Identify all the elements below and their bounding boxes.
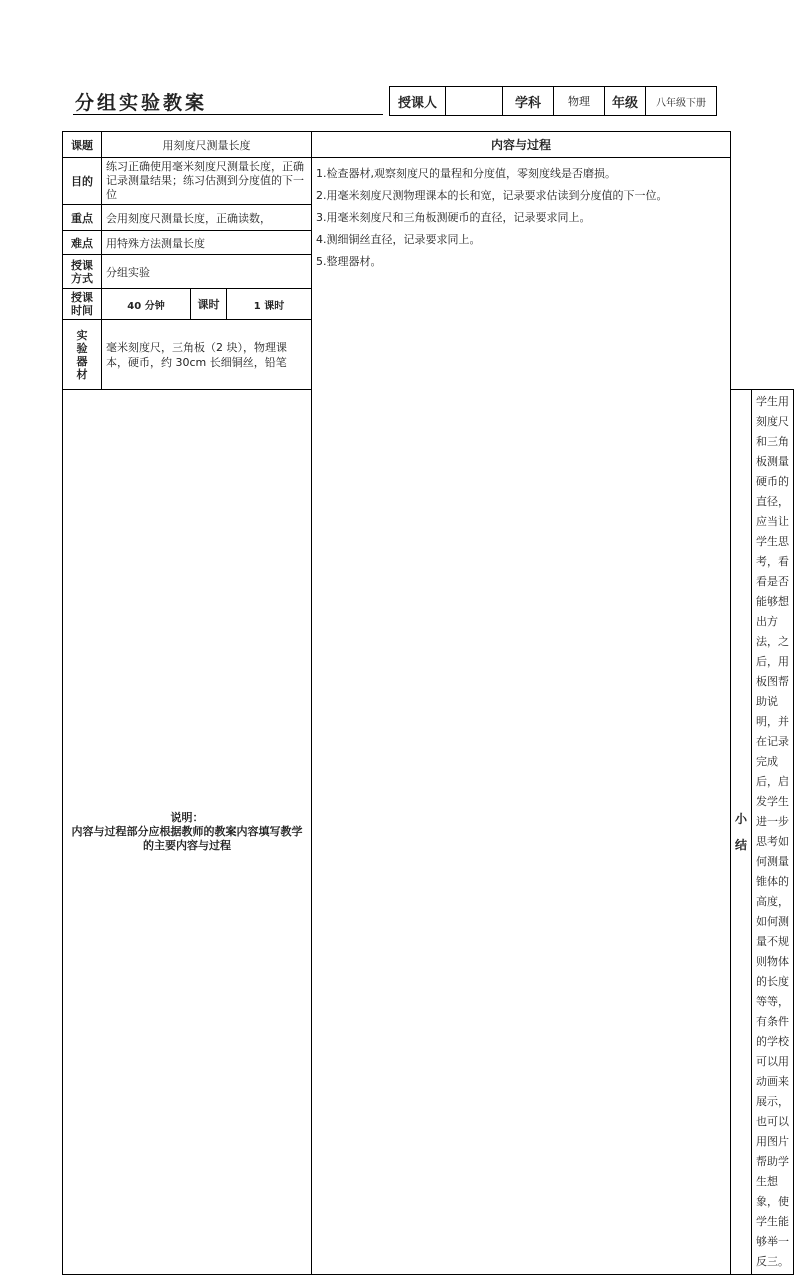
equipment-value: 毫米刻度尺，三角板（2 块），物理课本，硬币，约 30cm 长细铜丝，铅笔 [102, 320, 312, 390]
title-underline [73, 114, 383, 115]
difficulty-label: 难点 [63, 231, 102, 255]
step-item: 4.测细铜丝直径，记录要求同上。 [316, 233, 481, 246]
topic-value: 用刻度尺测量长度 [102, 132, 312, 158]
subject-value: 物理 [554, 87, 605, 116]
content-steps [312, 158, 731, 1275]
step-item: 3.用毫米刻度尺和三角板测硬币的直径，记录要求同上。 [316, 211, 591, 224]
teacher-label: 授课人 [390, 87, 446, 116]
grade-label: 年级 [605, 87, 646, 116]
lesson-plan-table [62, 131, 794, 1275]
subject-label: 学科 [503, 87, 554, 116]
step-item: 5.整理器材。 [316, 255, 382, 268]
key-label: 重点 [63, 205, 102, 231]
note-text: 内容与过程部分应根据教师的教案内容填写教学的主要内容与过程 [71, 825, 303, 852]
method-value: 分组实验 [102, 255, 312, 289]
page-title: 分组实验教案 [75, 92, 208, 114]
step-item: 1.检查器材,观察刻度尺的量程和分度值，零刻度线是否磨损。 [316, 167, 616, 180]
step-item: 2.用毫米刻度尺测物理课本的长和宽，记录要求估读到分度值的下一位。 [316, 189, 668, 202]
goal-value: 练习正确使用毫米刻度尺测量长度，正确记录测量结果；练习估测到分度值的下一位 [102, 158, 312, 205]
content-header: 内容与过程 [312, 132, 731, 158]
grade-value: 八年级下册 [646, 87, 717, 116]
summary-label: 小 结 [731, 390, 752, 1275]
teacher-value [446, 87, 503, 116]
period-value: 1 课时 [227, 289, 312, 320]
key-value: 会用刻度尺测量长度，正确读数， [102, 205, 312, 231]
difficulty-value: 用特殊方法测量长度 [102, 231, 312, 255]
topic-label: 课题 [63, 132, 102, 158]
header-info-table [389, 86, 717, 116]
note-cell [63, 390, 312, 1275]
summary-text: 学生用刻度尺和三角板测量硬币的直径，应当让学生思考，看看是否能够想出方法，之后，用板图帮助说明，并在记录完成后，启发学生进一步思考如何测量锥体的高度，如何测量不规则物体的长度等等，有条件的学校可以用动画来展示，也可以用图片帮助学生想象，使学生能够举一反三。 [752, 390, 794, 1275]
time-label: 授课 时间 [63, 289, 102, 320]
goal-label: 目的 [63, 158, 102, 205]
period-label: 课时 [191, 289, 227, 320]
method-label: 授课 方式 [63, 255, 102, 289]
equipment-label: 实 验 器 材 [63, 320, 102, 390]
time-value: 40 分钟 [102, 289, 191, 320]
note-title: 说明： [170, 811, 204, 824]
